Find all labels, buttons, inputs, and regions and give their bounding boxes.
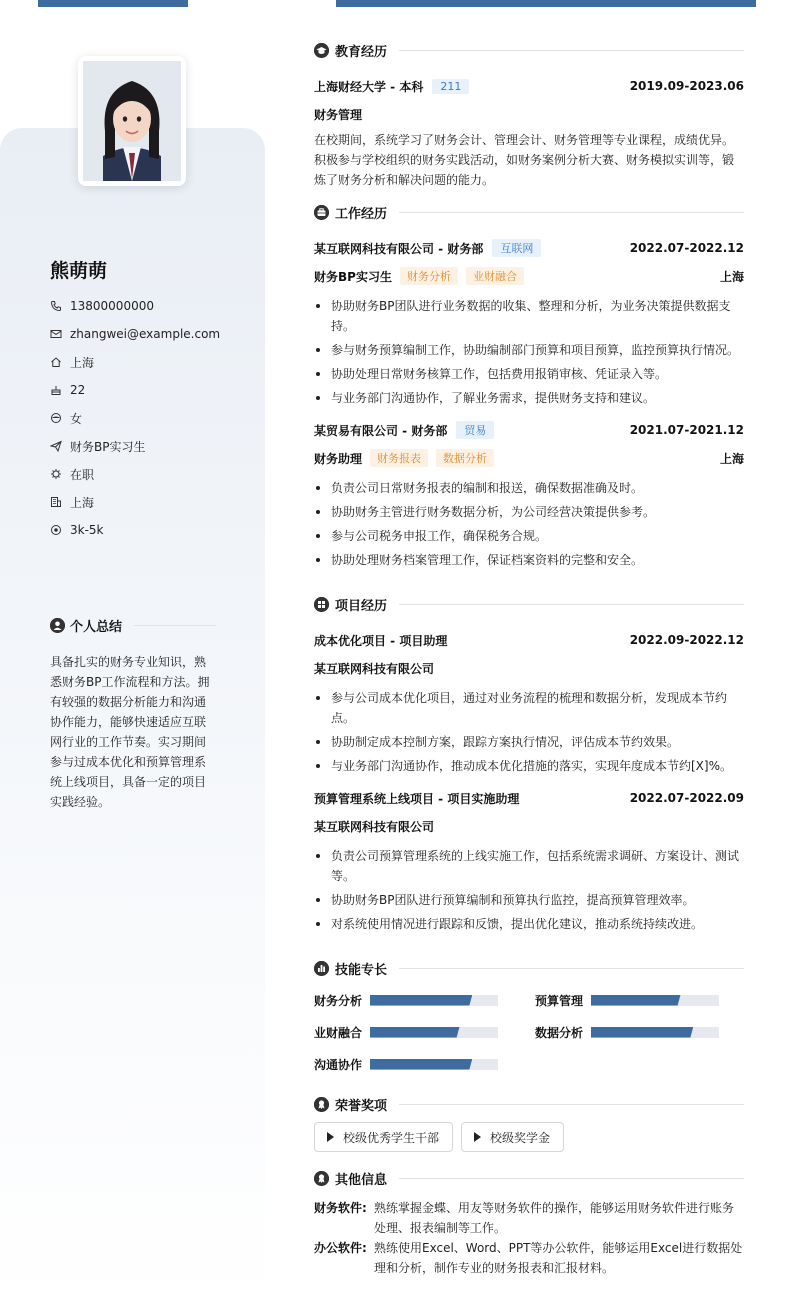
work-location: 上海 bbox=[719, 451, 744, 466]
list-item: 协助财务主管进行财务数据分析，为公司经营决策提供参考。 bbox=[314, 502, 744, 522]
play-icon bbox=[474, 1132, 481, 1142]
contact-email bbox=[50, 320, 250, 348]
skill-name: 预算管理 bbox=[535, 993, 584, 1008]
job-role: 财务BP实习生 bbox=[314, 269, 392, 284]
contact-city bbox=[50, 488, 250, 516]
skill-name: 数据分析 bbox=[535, 1025, 584, 1040]
skill-item bbox=[535, 1016, 744, 1048]
list-item: 对系统使用情况进行跟踪和反馈，提出优化建议，推动系统持续改进。 bbox=[314, 914, 744, 934]
work-item bbox=[314, 416, 744, 570]
skill-name: 沟通协作 bbox=[314, 1057, 363, 1072]
work-bullets bbox=[314, 472, 744, 570]
project-item bbox=[314, 626, 744, 776]
contact-text: zhangwei@example.com bbox=[70, 327, 221, 341]
work-location: 上海 bbox=[719, 269, 744, 284]
graduation-cap-icon bbox=[314, 43, 329, 58]
project-item bbox=[314, 784, 744, 934]
other-header bbox=[314, 1166, 744, 1190]
skill-name: 财务分析 bbox=[314, 993, 363, 1008]
contact-text: 3k-5k bbox=[70, 523, 104, 537]
top-accent-bar-left bbox=[38, 0, 188, 7]
cake-icon bbox=[50, 384, 70, 396]
summary-header bbox=[50, 616, 216, 635]
phone-icon bbox=[50, 300, 70, 312]
award-icon bbox=[314, 1171, 329, 1186]
other-title: 其他信息 bbox=[335, 1172, 388, 1188]
contact-text: 上海 bbox=[70, 355, 95, 370]
contact-text: 13800000000 bbox=[70, 299, 154, 313]
divider bbox=[399, 50, 744, 51]
contact-text: 财务BP实习生 bbox=[70, 439, 146, 454]
user-icon bbox=[50, 618, 65, 633]
list-item: 协助财务BP团队进行业务数据的收集、整理和分析，为业务决策提供数据支持。 bbox=[314, 296, 744, 336]
skill-tag: 数据分析 bbox=[436, 449, 494, 467]
skill-tag: 财务分析 bbox=[400, 267, 458, 285]
project-company: 某互联网科技有限公司 bbox=[314, 819, 435, 834]
school-tag: 211 bbox=[432, 79, 469, 94]
industry-tag: 互联网 bbox=[492, 239, 541, 257]
contact-text: 在职 bbox=[70, 467, 95, 482]
award-icon bbox=[314, 1097, 329, 1112]
list-item: 协助处理财务档案管理工作，保证档案资料的完整和安全。 bbox=[314, 550, 744, 570]
skills-title: 技能专长 bbox=[335, 962, 388, 978]
skill-item bbox=[314, 984, 535, 1016]
awards-title: 荣誉奖项 bbox=[335, 1098, 388, 1114]
other-value: 熟练使用Excel、Word、PPT等办公软件，能够运用Excel进行数据处理和分析，制作专业的财务报表和汇报材料。 bbox=[374, 1241, 743, 1275]
contact-phone bbox=[50, 292, 250, 320]
chart-icon bbox=[314, 961, 329, 976]
contact-list bbox=[50, 292, 250, 544]
skill-fill bbox=[370, 1027, 460, 1038]
contact-salary bbox=[50, 516, 250, 544]
contact-gender bbox=[50, 404, 250, 432]
company-name: 某贸易有限公司 - 财务部 bbox=[314, 423, 448, 438]
main-content bbox=[314, 38, 744, 1278]
work-title: 工作经历 bbox=[335, 206, 388, 222]
list-item: 参与财务预算编制工作，协助编制部门预算和项目预算，监控预算执行情况。 bbox=[314, 340, 744, 360]
list-item: 协助处理日常财务核算工作，包括费用报销审核、凭证录入等。 bbox=[314, 364, 744, 384]
divider bbox=[399, 968, 744, 969]
education-description: 在校期间，系统学习了财务会计、管理会计、财务管理等专业课程，成绩优异。积极参与学校组织的财务实践活动，如财务案例分析大赛、财务模拟实训等，锻炼了财务分析和解决问题的能力。 bbox=[314, 133, 735, 187]
profile-photo-frame bbox=[78, 56, 186, 186]
projects-title: 项目经历 bbox=[335, 598, 388, 614]
gender-icon bbox=[50, 412, 70, 424]
project-name: 成本优化项目 - 项目助理 bbox=[314, 633, 448, 648]
skills-header bbox=[314, 956, 744, 980]
project-company: 某互联网科技有限公司 bbox=[314, 661, 435, 676]
awards-header bbox=[314, 1092, 744, 1116]
other-item bbox=[314, 1238, 744, 1278]
summary-text: 具备扎实的财务专业知识，熟悉财务BP工作流程和方法。拥有较强的数据分析能力和沟通协作能力，能够快速适应互联网行业的工作节奏。实习期间参与过成本优化和预算管理系统上线项目，具备一定的项目实践经验。 bbox=[50, 655, 210, 809]
grid-icon bbox=[314, 597, 329, 612]
work-period: 2022.07-2022.12 bbox=[629, 241, 744, 255]
work-bullets bbox=[314, 290, 744, 408]
award-label: 校级奖学金 bbox=[490, 1130, 551, 1145]
skill-item bbox=[314, 1016, 535, 1048]
profile-photo bbox=[83, 61, 181, 181]
industry-tag: 贸易 bbox=[456, 421, 494, 439]
job-role: 财务助理 bbox=[314, 451, 363, 466]
major: 财务管理 bbox=[314, 107, 363, 122]
list-item: 协助财务BP团队进行预算编制和预算执行监控，提高预算管理效率。 bbox=[314, 890, 744, 910]
mail-icon bbox=[50, 328, 70, 340]
skill-fill bbox=[591, 995, 681, 1006]
work-period: 2021.07-2021.12 bbox=[629, 423, 744, 437]
list-item: 与业务部门沟通协作，了解业务需求，提供财务支持和建议。 bbox=[314, 388, 744, 408]
contact-text: 女 bbox=[70, 411, 83, 426]
project-period: 2022.09-2022.12 bbox=[629, 633, 744, 647]
other-value: 熟练掌握金蝶、用友等财务软件的操作，能够运用财务软件进行账务处理、报表编制等工作。 bbox=[374, 1201, 735, 1235]
divider bbox=[134, 625, 216, 626]
list-item: 参与公司税务申报工作，确保税务合规。 bbox=[314, 526, 744, 546]
skill-bar bbox=[370, 995, 498, 1006]
contact-text: 22 bbox=[70, 383, 86, 397]
send-icon bbox=[50, 440, 70, 452]
contact-home bbox=[50, 348, 250, 376]
skill-fill bbox=[370, 1059, 472, 1070]
education-header bbox=[314, 38, 744, 62]
building-icon bbox=[50, 496, 70, 508]
divider bbox=[399, 1104, 744, 1105]
school-name: 上海财经大学 - 本科 bbox=[314, 79, 424, 94]
skill-item bbox=[314, 1048, 535, 1080]
education-row bbox=[314, 72, 744, 100]
list-item: 协助制定成本控制方案，跟踪方案执行情况，评估成本节约效果。 bbox=[314, 732, 744, 752]
summary-title: 个人总结 bbox=[70, 620, 123, 635]
skill-fill bbox=[370, 995, 472, 1006]
contact-status bbox=[50, 460, 250, 488]
divider bbox=[399, 212, 744, 213]
skill-name: 业财融合 bbox=[314, 1025, 363, 1040]
briefcase-icon bbox=[314, 205, 329, 220]
contact-position bbox=[50, 432, 250, 460]
top-accent-bar-right bbox=[336, 0, 756, 7]
skill-fill bbox=[591, 1027, 693, 1038]
skills-grid bbox=[314, 984, 744, 1080]
home-icon bbox=[50, 356, 70, 368]
projects-header bbox=[314, 592, 744, 616]
work-item bbox=[314, 234, 744, 408]
list-item: 负责公司预算管理系统的上线实施工作，包括系统需求调研、方案设计、测试等。 bbox=[314, 846, 744, 886]
divider bbox=[399, 604, 744, 605]
divider bbox=[399, 1178, 744, 1179]
project-name: 预算管理系统上线项目 - 项目实施助理 bbox=[314, 791, 520, 806]
contact-text: 上海 bbox=[70, 495, 95, 510]
major-row bbox=[314, 100, 744, 128]
list-item: 参与公司成本优化项目，通过对业务流程的梳理和数据分析，发现成本节约点。 bbox=[314, 688, 744, 728]
skill-item bbox=[535, 984, 744, 1016]
skill-bar bbox=[370, 1059, 498, 1070]
award-label: 校级优秀学生干部 bbox=[343, 1130, 440, 1145]
profile-name: 熊萌萌 bbox=[50, 260, 108, 282]
skill-bar bbox=[370, 1027, 498, 1038]
skill-bar bbox=[591, 1027, 719, 1038]
award-item bbox=[314, 1122, 453, 1152]
skill-tag: 财务报表 bbox=[370, 449, 428, 467]
education-title: 教育经历 bbox=[335, 44, 388, 60]
education-period: 2019.09-2023.06 bbox=[629, 79, 744, 93]
work-header bbox=[314, 200, 744, 224]
list-item: 与业务部门沟通协作，推动成本优化措施的落实，实现年度成本节约[X]%。 bbox=[314, 756, 744, 776]
play-icon bbox=[327, 1132, 334, 1142]
skill-tag: 业财融合 bbox=[466, 267, 524, 285]
status-icon bbox=[50, 468, 70, 480]
project-bullets bbox=[314, 840, 744, 934]
other-key: 办公软件: bbox=[314, 1241, 367, 1255]
award-item bbox=[461, 1122, 564, 1152]
contact-age bbox=[50, 376, 250, 404]
salary-icon bbox=[50, 524, 70, 536]
other-key: 财务软件: bbox=[314, 1201, 367, 1215]
list-item: 负责公司日常财务报表的编制和报送，确保数据准确及时。 bbox=[314, 478, 744, 498]
company-name: 某互联网科技有限公司 - 财务部 bbox=[314, 241, 484, 256]
project-period: 2022.07-2022.09 bbox=[629, 791, 744, 805]
awards-list bbox=[314, 1116, 744, 1152]
other-item bbox=[314, 1198, 744, 1238]
project-bullets bbox=[314, 682, 744, 776]
skill-bar bbox=[591, 995, 719, 1006]
